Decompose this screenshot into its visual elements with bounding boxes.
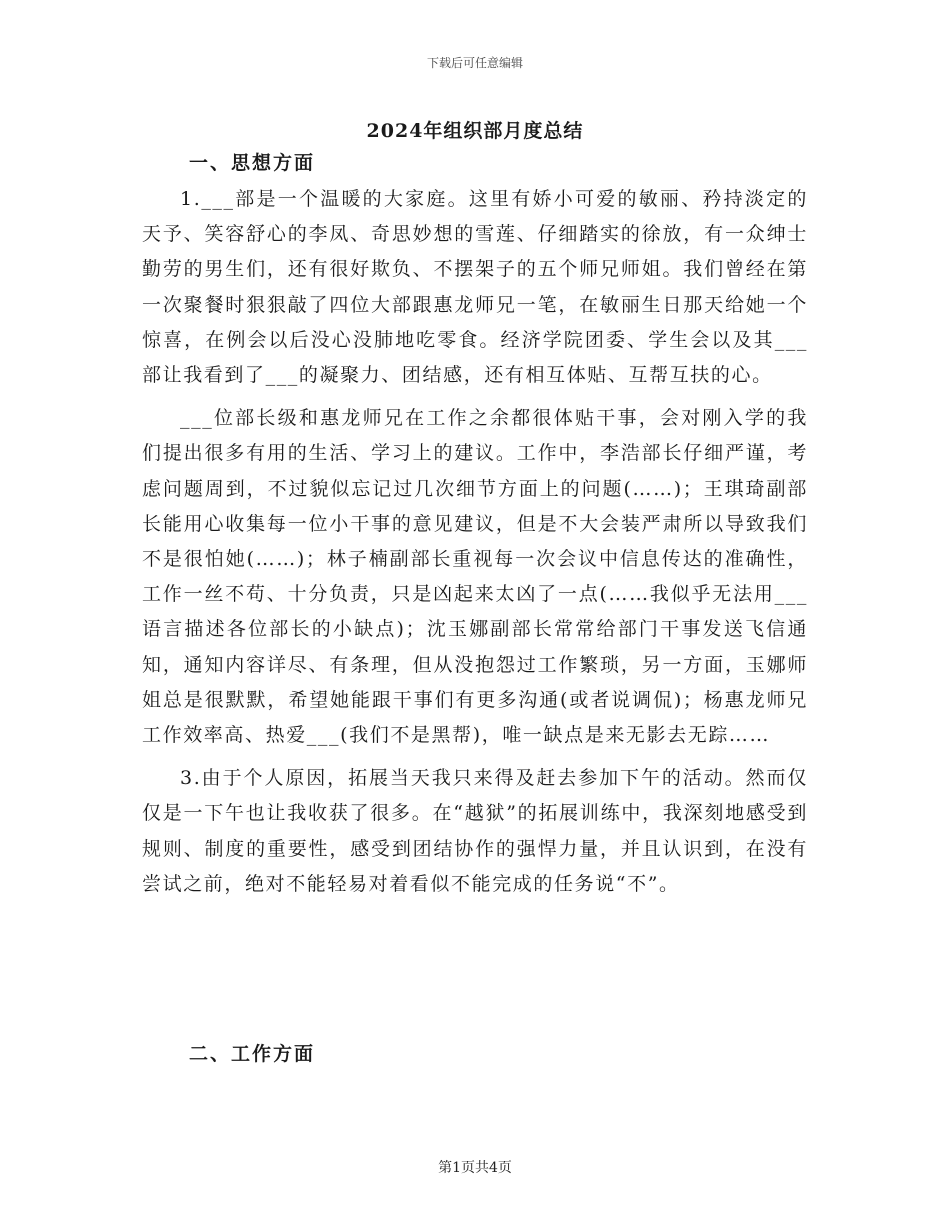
section-body-thought	[142, 182, 808, 902]
paragraph: 3.由于个人原因，拓展当天我只来得及赶去参加下午的活动。然而仅仅是一下午也让我收获了很多。在“越狱”的拓展训练中，我深刻地感受到规则、制度的重要性，感受到团结协作的强悍力量，并且认识到，在没有尝试之前，绝对不能轻易对着看似不能完成的任务说“不”。	[142, 767, 808, 895]
page-footer: 第1页共4页	[438, 1160, 512, 1176]
section-heading-work: 二、工作方面	[189, 1043, 316, 1065]
section-heading-thought: 一、思想方面	[189, 152, 316, 174]
header-note: 下载后可任意编辑	[426, 56, 523, 70]
paragraph: 1.___部是一个温暖的大家庭。这里有娇小可爱的敏丽、矜持淡定的天予、笑容舒心的李凤、奇思妙想的雪莲、仔细踏实的徐放，有一众绅士勤劳的男生们，还有很好欺负、不摆架子的五个师兄师姐。我们曾经在第一次聚餐时狠狠敲了四位大部跟惠龙师兄一笔，在敏丽生日那天给她一个惊喜，在例会以后没心没肺地吃零食。经济学院团委、学生会以及其___部让我看到了___的凝聚力、团结感，还有相互体贴、互帮互扶的心。	[142, 188, 808, 387]
document-title: 2024年组织部月度总结	[366, 120, 584, 142]
paragraph: ___位部长级和惠龙师兄在工作之余都很体贴干事，会对刚入学的我们提出很多有用的生活、学习上的建议。工作中，李浩部长仔细严谨，考虑问题周到，不过貌似忘记过几次细节方面上的问题(……)；王琪琦副部长能用心收集每一位小干事的意见建议，但是不大会装严肃所以导致我们不是很怕她(……)；林子楠副部长重视每一次会议中信息传达的准确性，工作一丝不苟、十分负责，只是凶起来太凶了一点(……我似乎无法用___语言描述各位部长的小缺点)；沈玉娜副部长常常给部门干事发送飞信通知，通知内容详尽、有条理，但从没抱怨过工作繁琐，另一方面，玉娜师姐总是很默默，希望她能跟干事们有更多沟通(或者说调侃)；杨惠龙师兄工作效率高、热爱___(我们不是黑帮)，唯一缺点是来无影去无踪……	[142, 407, 808, 747]
